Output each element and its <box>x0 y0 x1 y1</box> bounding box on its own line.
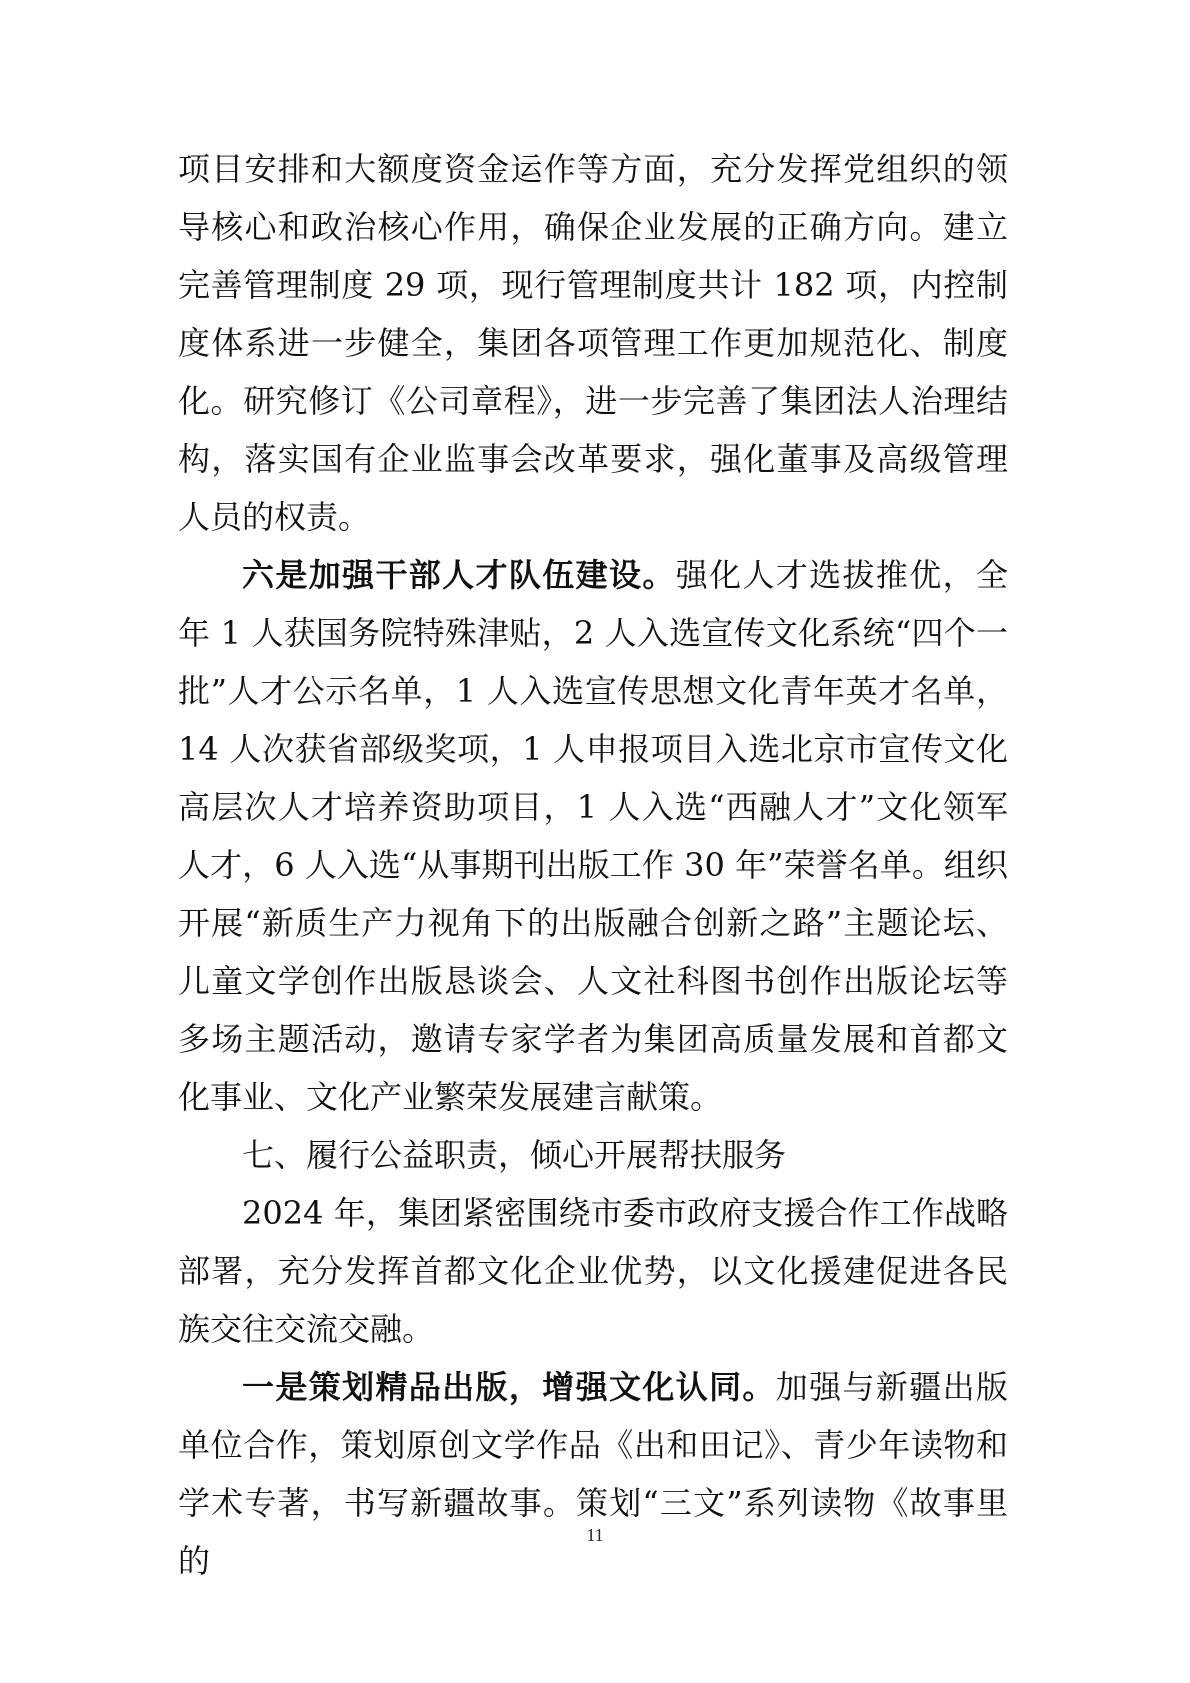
document-body <box>178 140 1008 1590</box>
page-number: 11 <box>586 1525 604 1545</box>
paragraph-support <box>178 1184 1008 1358</box>
paragraph-text: 加强与新疆出版单位合作，策划原创文学作品《出和田记》、青少年读物和学术专著，书写新疆故事。策划“三文”系列读物《故事里的 <box>178 1368 1008 1580</box>
paragraph-lead: 一是策划精品出版，增强文化认同。 <box>242 1368 776 1406</box>
paragraph-continued <box>178 140 1008 546</box>
paragraph-lead: 六是加强干部人才队伍建设。 <box>242 556 676 594</box>
paragraph-text: 2024 年，集团紧密围绕市委市政府支援合作工作战略部署，充分发挥首都文化企业优势，以文化援建促进各民族交往交流交融。 <box>178 1194 1008 1348</box>
paragraph-publishing <box>178 1358 1008 1590</box>
paragraph-text: 项目安排和大额度资金运作等方面，充分发挥党组织的领导核心和政治核心作用，确保企业发展的正确方向。建立完善管理制度 29 项，现行管理制度共计 182 项，内控制度体系进一步健全，集团各项管理工作更加规范化、制度化。研究修订《公司章程》，进一步完善了集团法人治理结构，落实国有企业监事会改革要求，强化董事及高级管理人员的权责。 <box>178 150 1008 536</box>
paragraph-text: 强化人才选拔推优，全年 1 人获国务院特殊津贴，2 人入选宣传文化系统“四个一批”人才公示名单，1 人入选宣传思想文化青年英才名单，14 人次获省部级奖项，1 人申报项目入选北京市宣传文化高层次人才培养资助项目，1 人入选“西融人才”文化领军人才，6 人入选“从事期刊出版工作 30 年”荣誉名单。组织开展“新质生产力视角下的出版融合创新之路”主题论坛、儿童文学创作出版恳谈会、人文社科图书创作出版论坛等多场主题活动，邀请专家学者为集团高质量发展和首都文化事业、文化产业繁荣发展建言献策。 <box>178 556 1008 1116</box>
paragraph-talent <box>178 546 1008 1126</box>
section-heading: 七、履行公益职责，倾心开展帮扶服务 <box>242 1136 787 1174</box>
